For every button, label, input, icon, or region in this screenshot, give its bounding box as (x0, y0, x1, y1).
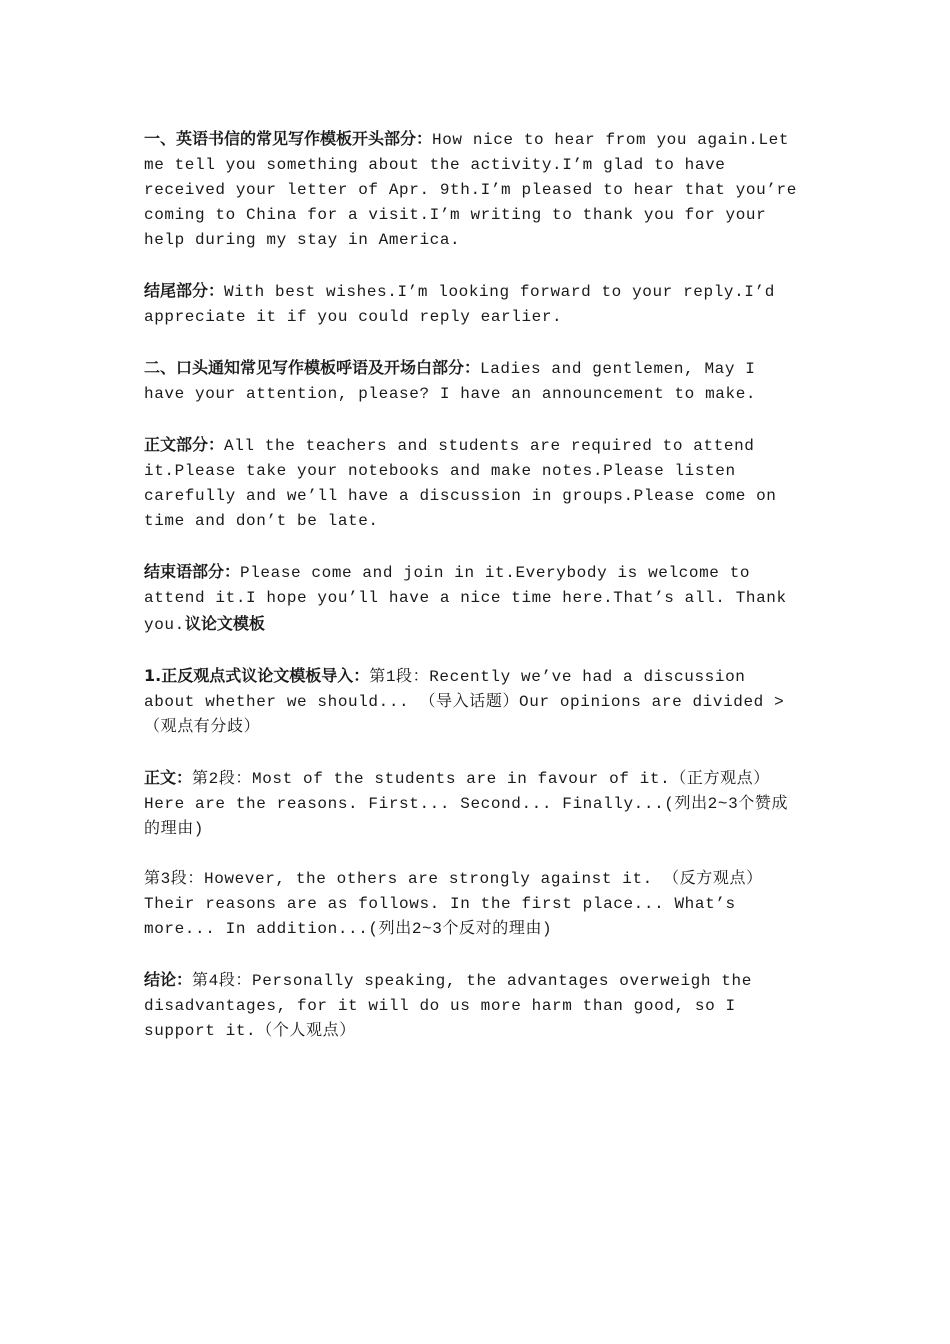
text-argument-intro: 第1段：Recently we’ve had a discussion about whether we should... （导入话题）Our opinions are divided >（观点有分歧） (144, 668, 785, 736)
heading-notice-body: 正文部分： (144, 435, 225, 454)
heading-letter-opening: 一、英语书信的常见写作模板开头部分： (144, 129, 433, 148)
heading-argument-intro: 1.正反观点式议论文模板导入： (144, 666, 370, 685)
paragraph-letter-ending (144, 278, 804, 330)
text-letter-opening: How nice to hear from you again.Let me tell you something about the activity.I’m glad to have received your letter of Apr. 9th.I’m pleased to hear that you’re coming to China for a visit.I’m writing to thank you for your help during my stay in America. (144, 131, 797, 249)
paragraph-notice-opening (144, 355, 804, 407)
heading-notice-closing: 结束语部分： (144, 562, 241, 581)
text-notice-opening: Ladies and gentlemen, May I have your attention, please? I have an announcement to make. (144, 360, 757, 403)
heading-notice-opening: 二、口头通知常见写作模板呼语及开场白部分： (144, 358, 481, 377)
paragraph-notice-body (144, 432, 804, 534)
text-argument-body: 第2段：Most of the students are in favour of it.（正方观点）Here are the reasons. First... Second... Finally...(列出2~3个赞成的理由) (144, 770, 789, 838)
document-page (144, 126, 804, 1069)
paragraph-argument-body (144, 765, 804, 842)
paragraph-notice-closing (144, 559, 804, 638)
text-notice-body: All the teachers and students are required to attend it.Please take your notebooks and make notes.Please listen carefully and we’ll have a discussion in groups.Please come on time and don’t be late. (144, 437, 777, 530)
paragraph-argument-conclusion (144, 967, 804, 1044)
heading-argumentative-template: 议论文模板 (184, 614, 265, 633)
text-notice-closing: Please come and join in it.Everybody is welcome to attend it.I hope you’ll have a nice time here.That’s all. Thank you. (144, 564, 787, 634)
paragraph-argument-intro (144, 663, 804, 740)
text-argument-counter: 第3段：However, the others are strongly against it. （反方观点）Their reasons are as follows. In the first place... What’s more... In addition...(列出2~3个反对的理由) (144, 870, 763, 938)
heading-letter-ending: 结尾部分： (144, 281, 225, 300)
paragraph-letter-opening (144, 126, 804, 253)
text-argument-conclusion: 第4段：Personally speaking, the advantages overweigh the disadvantages, for it will do us more harm than good, so I support it.（个人观点） (144, 972, 752, 1040)
heading-argument-conclusion: 结论： (144, 970, 193, 989)
heading-argument-body: 正文： (144, 768, 193, 787)
paragraph-argument-counter (144, 867, 804, 942)
text-letter-ending: With best wishes.I’m looking forward to your reply.I’d appreciate it if you could reply earlier. (144, 283, 775, 326)
